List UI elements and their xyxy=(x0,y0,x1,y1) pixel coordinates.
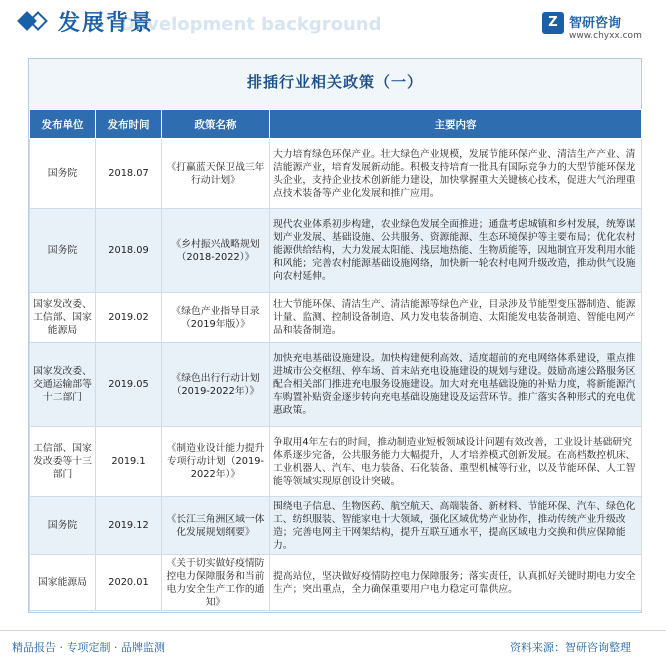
cell-name: 《制造业设计能力提升专项行动计划（2019-2022年）》 xyxy=(162,427,270,497)
cell-date: 2018.09 xyxy=(96,209,162,293)
logo-icon: Z xyxy=(542,12,564,34)
cell-name: 《绿色产业指导目录（2019年版）》 xyxy=(162,293,270,343)
cell-unit: 国家发改委、交通运输部等十二部门 xyxy=(30,343,96,427)
table-row xyxy=(30,497,642,555)
cell-date: 2019.02 xyxy=(96,293,162,343)
cell-unit: 国家能源局 xyxy=(30,555,96,611)
cell-name: 《关于切实做好疫情防控电力保障服务和当前电力安全生产工作的通知》 xyxy=(162,555,270,611)
cell-content: 大力培育绿色环保产业。壮大绿色产业规模，发展节能环保产业、清洁生产产业、清洁能源产业，培育发展新动能。积极支持培育一批具有国际竞争力的大型节能环保龙头企业，支持企业技术创新能力建设，加快掌握重大关键核心技术，促进大气治理重点技术装备等产业化发展和推广应用。 xyxy=(270,139,642,209)
footer-source: 资料来源：智研咨询整理 xyxy=(510,641,631,654)
page-title: 发展背景 xyxy=(58,11,155,36)
table-row xyxy=(30,209,642,293)
policy-table xyxy=(29,109,642,611)
policy-table-frame xyxy=(28,58,642,613)
cell-name: 《乡村振兴战略规划（2018-2022）》 xyxy=(162,209,270,293)
logo-url: www.chyxx.com xyxy=(569,31,642,41)
table-row xyxy=(30,343,642,427)
cell-unit: 国务院 xyxy=(30,497,96,555)
cell-content: 围绕电子信息、生物医药、航空航天、高端装备、新材料、节能环保、汽车、绿色化工、纺织服装、智能家电十大领域，强化区域优势产业协作，推动传统产业升级改造；完善电网主干网架结构，提升互联互通水平，提高区域电力交换和供应保障能力。 xyxy=(270,497,642,555)
cell-content: 加快充电基础设施建设。加快构建便利高效、适度超前的充电网络体系建设，重点推进城市公交枢纽、停车场、首末站充电设施建设的规划与建设。鼓励高速公路服务区配合相关部门推进充电服务设施建设。加大对充电基础设施的补贴力度，将新能源汽车购置补贴资金逐步转向充电基础设施建设及运营环节。推广落实各种形式的充电优惠政策。 xyxy=(270,343,642,427)
col-header-name: 政策名称 xyxy=(162,110,270,139)
ghost-title: Development background xyxy=(120,14,382,35)
page-header xyxy=(0,0,666,44)
cell-content: 提高站位，坚决做好疫情防控电力保障服务；落实责任，认真抓好关键时期电力安全生产；突出重点，全力确保重要用户电力稳定可靠供应。 xyxy=(270,555,642,611)
cell-content: 壮大节能环保、清洁生产、清洁能源等绿色产业，目录涉及节能型变压器制造、能源计量、监测、控制设备制造、风力发电装备制造、太阳能发电装备制造、智能电网产品和装备制造。 xyxy=(270,293,642,343)
page-footer xyxy=(0,630,666,661)
cell-unit: 国务院 xyxy=(30,139,96,209)
col-header-unit: 发布单位 xyxy=(30,110,96,139)
logo-name: 智研咨询 xyxy=(569,16,622,31)
cell-unit: 国家发改委、工信部、国家能源局 xyxy=(30,293,96,343)
cell-content: 现代农业体系初步构建，农业绿色发展全面推进；通盘考虑城镇和乡村发展，统筹谋划产业发展、基础设施、公共服务、资源能源、生态环境保护等主要布局；优化农村能源供给结构，大力发展太阳能、浅层地热能、生物质能等，因地制宜开发利用水能和风能；完善农村能源基础设施网络，加快新一轮农村电网升级改造，推动供气设施向农村延伸。 xyxy=(270,209,642,293)
table-title: 排插行业相关政策（一） xyxy=(246,73,423,91)
footer-services: 精品报告 · 专项定制 · 品牌监测 xyxy=(12,641,165,654)
table-row xyxy=(30,139,642,209)
table-header-row xyxy=(30,110,642,139)
brand-logo xyxy=(542,10,662,46)
table-row xyxy=(30,293,642,343)
cell-content: 争取用4年左右的时间，推动制造业短板领域设计问题有效改善，工业设计基础研究体系逐步完备，公共服务能力大幅提升，人才培养模式创新发展。在高档数控机床、工业机器人、汽车、电力装备、石化装备、重型机械等行业，以及节能环保、人工智能等领域实现原创设计突破。 xyxy=(270,427,642,497)
cell-name: 《打赢蓝天保卫战三年行动计划》 xyxy=(162,139,270,209)
cell-date: 2018.07 xyxy=(96,139,162,209)
cell-name: 《绿色出行行动计划（2019-2022年）》 xyxy=(162,343,270,427)
cell-name: 《长江三角洲区域一体化发展规划纲要》 xyxy=(162,497,270,555)
cell-date: 2020.01 xyxy=(96,555,162,611)
table-row xyxy=(30,427,642,497)
col-header-date: 发布时间 xyxy=(96,110,162,139)
cell-unit: 工信部、国家发改委等十三部门 xyxy=(30,427,96,497)
cell-date: 2019.05 xyxy=(96,343,162,427)
cell-unit: 国务院 xyxy=(30,209,96,293)
diamond-outline-icon xyxy=(28,11,48,31)
col-header-content: 主要内容 xyxy=(270,110,642,139)
cell-date: 2019.1 xyxy=(96,427,162,497)
cell-date: 2019.12 xyxy=(96,497,162,555)
table-row xyxy=(30,555,642,611)
